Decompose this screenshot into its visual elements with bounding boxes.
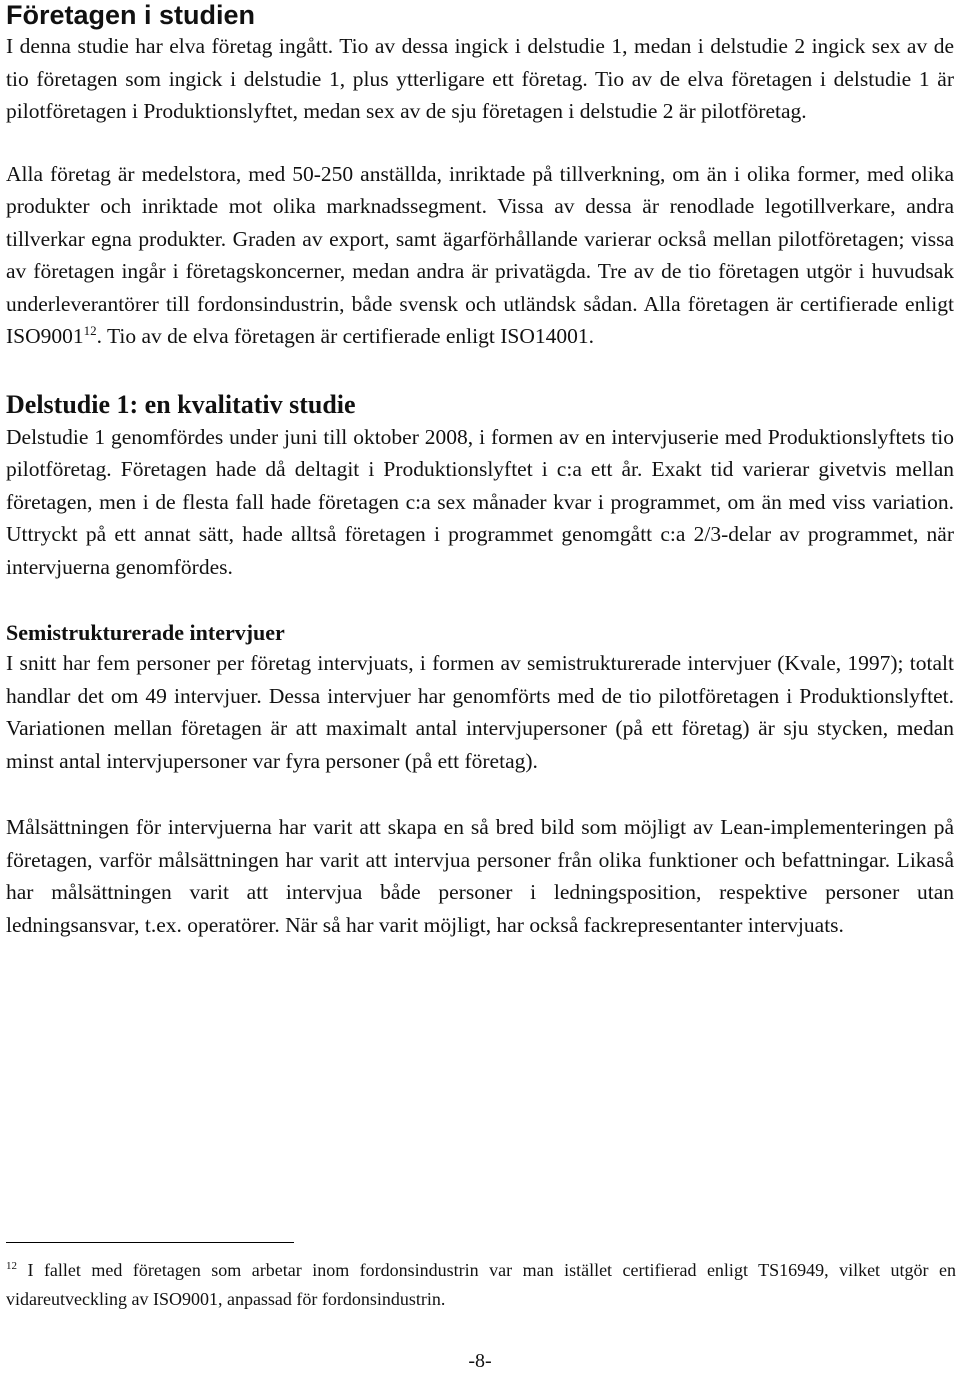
paragraph-interviews-goal: Målsättningen för intervjuerna har varit att skapa en så bred bild som möjligt av Lean-implementeringen på företagen, varför målsättningen har varit att intervjua personer från olika funktioner och befattningar. Likaså har målsättningen varit att intervjua både personer i ledningsposition, respektive personer utan ledningsansvar, t.ex. operatörer. När så har varit möjligt, har också fackrepresentanter intervjuats. bbox=[6, 815, 954, 937]
paragraph-text: Alla företag är medelstora, med 50-250 anställda, inriktade på tillverkning, om än i olika former, med olika produkter och inriktade mot olika marknadssegment. Vissa av dessa är renodlade legotillverkare, andra tillverkar egna produkter. Graden av export, samt ägarförhållande varierar också mellan pilotföretagen; vissa av företagen ingår i företagskoncerner, medan andra är privatägda. Tre av de tio företagen utgör i huvudsak underleverantörer till fordonsindustrin, både svensk och utländsk sådan. Alla företagen är certifierade enligt ISO9001 bbox=[6, 161, 954, 348]
section-heading-interviews: Semistrukturerade intervjuer bbox=[6, 620, 285, 645]
footnote-reference: 12 bbox=[83, 322, 97, 338]
section-heading-companies: Företagen i studien bbox=[6, 0, 256, 30]
paragraph-text-cont: . Tio av de elva företagen är certifierade enligt ISO14001. bbox=[96, 324, 594, 348]
page-number: -8- bbox=[468, 1350, 492, 1372]
footnote-separator bbox=[6, 1242, 294, 1243]
footnote bbox=[6, 1256, 956, 1314]
paragraph-companies-intro: I denna studie har elva företag ingått. Tio av dessa ingick i delstudie 1, medan i delstudie 2 ingick sex av de tio företagen som ingick i delstudie 1, plus ytterligare ett företag. Tio av de elva företagen i delstudie 1 är pilotföretagen i Produktionslyftet, medan sex av de sju företagen i delstudie 2 är pilotföretag. bbox=[6, 34, 954, 123]
footnote-number: 12 bbox=[6, 1260, 17, 1272]
section-heading-study1: Delstudie 1: en kvalitativ studie bbox=[6, 389, 356, 419]
paragraph-companies-details bbox=[6, 158, 954, 353]
paragraph-study1: Delstudie 1 genomfördes under juni till oktober 2008, i formen av en intervjuserie med Produktionslyftets tio pilotföretag. Företagen hade då deltagit i Produktionslyftet i c:a ett år. Exakt tid varierar givetvis mellan företagen, men i de flesta fall hade företagen c:a sex månader kvar i programmet, om än med viss variation. Uttryckt på ett annat sätt, hade alltså företagen i programmet genomgått c:a 2/3-delar av programmet, när intervjuerna genomfördes. bbox=[6, 424, 954, 579]
paragraph-interviews-count: I snitt har fem personer per företag intervjuats, i formen av semistrukturerade intervjuer (Kvale, 1997); totalt handlar det om 49 intervjuer. Dessa intervjuer har genomförts med de tio pilotföretagen i Produktionslyftet. Variationen mellan företagen är att maximalt antal intervjupersoner (på ett företag) är sju stycken, medan minst antal intervjupersoner var fyra personer (på ett företag). bbox=[6, 651, 954, 773]
document-page bbox=[6, 0, 954, 941]
footnote-text: I fallet med företagen som arbetar inom fordonsindustrin var man istället certifierad enligt TS16949, vilket utgör en vidareutveckling av ISO9001, anpassad för fordonsindustrin. bbox=[6, 1260, 956, 1309]
